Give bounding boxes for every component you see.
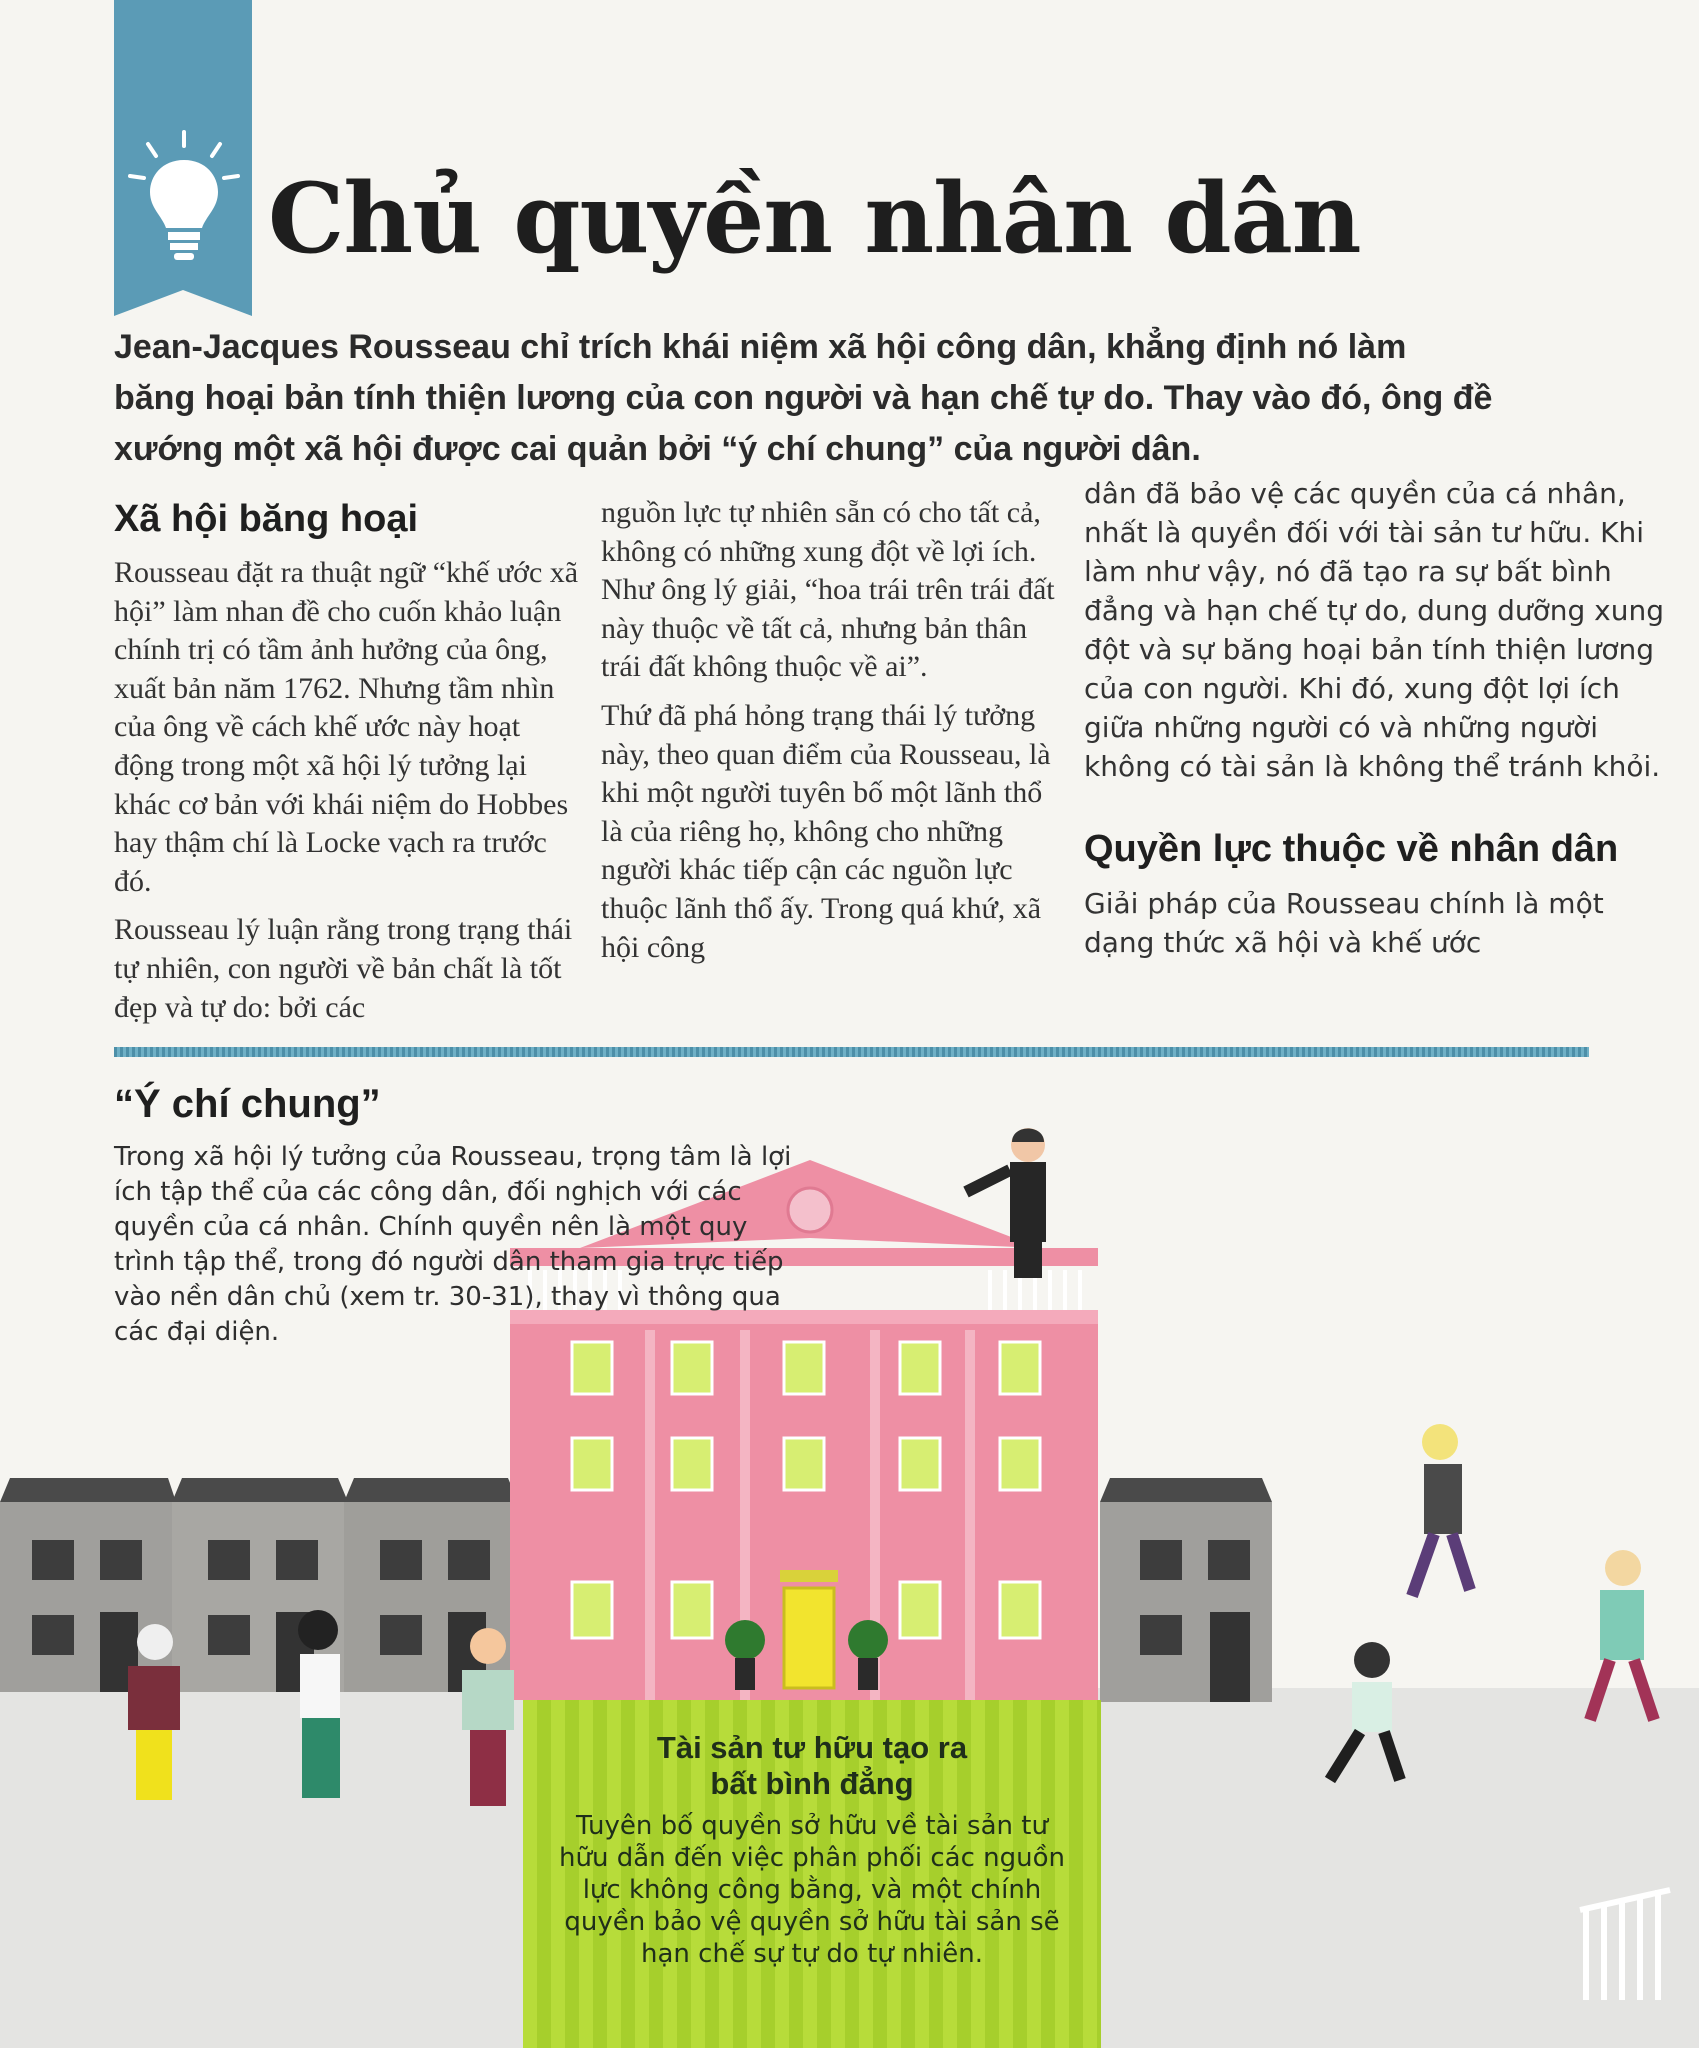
section-divider: [114, 1047, 1589, 1057]
section-heading-power-to-people: Quyền lực thuộc về nhân dân: [1084, 828, 1619, 870]
person-right-walking: [1412, 1424, 1470, 1596]
column-3-paragraph-2: Giải pháp của Rousseau chính là một dạng thức xã hội và khế ước: [1084, 887, 1604, 959]
caption-text: Tuyên bố quyền sở hữu về tài sản tư hữu dẫn đến việc phân phối các nguồn lực không công bằng, và một chính quyền bảo vệ quyền sở hữu tài sản sẽ hạn chế sự tự do tự nhiên.: [559, 1811, 1065, 1969]
intro-paragraph: Jean-Jacques Rousseau chỉ trích khái niệm xã hội công dân, khẳng định nó làm băng hoại bản tính thiện lương của con người và hạn chế tự do. Thay vào đó, ông đề xướng một xã hội được cai quản bởi “ý chí chung” của người dân.: [114, 328, 1493, 468]
column-2-paragraph-1: nguồn lực tự nhiên sẵn có cho tất cả, không có những xung đột về lợi ích. Như ông lý giải, “hoa trái trên trái đất này thuộc về tất cả, nhưng bản thân trái đất không thuộc về ai”.: [601, 496, 1055, 684]
left-houses: [0, 1478, 518, 1692]
column-3-paragraph-1: dân đã bảo vệ các quyền của cá nhân, nhất là quyền đối với tài sản tư hữu. Khi làm như vậy, nó đã tạo ra sự bất bình đẳng và hạn chế tự do, dung dưỡng xung đột và sự băng hoại bản tính thiện lương của con người. Khi đó, xung đột lợi ích giữa những người có và những người không có tài sản là không thể tránh khỏi.: [1084, 477, 1664, 783]
section-heading-corrupt-society: Xã hội băng hoại: [114, 498, 419, 540]
right-house: [1100, 1478, 1272, 1702]
column-1-paragraph-2: Rousseau lý luận rằng trong trạng thái tự nhiên, con người về bản chất là tốt đẹp và tự do: bởi các: [114, 913, 573, 1024]
general-will-text: Trong xã hội lý tưởng của Rousseau, trọng tâm là lợi ích tập thể của các công dân, đối nghịch với các quyền của cá nhân. Chính quyền nên là một quy trình tập thể, trong đó người dân tham gia trực tiếp vào nền dân chủ (xem tr. 30-31), thay vì thông qua các đại diện.: [114, 1142, 792, 1347]
column-2-paragraph-2: Thứ đã phá hỏng trạng thái lý tưởng này, theo quan điểm của Rousseau, là khi một người tuyên bố một lãnh thổ là của riêng họ, không cho những người khác tiếp cận các nguồn lực thuộc lãnh thổ ấy. Trong quá khứ, xã hội công: [601, 698, 1051, 964]
private-property-caption: [523, 1700, 1101, 2048]
caption-title: Tài sản tư hữu tạo ra bất bình đẳng: [656, 1730, 968, 1801]
column-2: [601, 494, 1071, 977]
general-will-title: “Ý chí chung”: [114, 1082, 381, 1126]
lightbulb-icon: [126, 130, 242, 270]
person-left-2: [298, 1610, 340, 1798]
column-3: [1084, 474, 1664, 962]
page-title: Chủ quyền nhân dân: [268, 162, 1361, 275]
column-1-paragraph-1: Rousseau đặt ra thuật ngữ “khế ước xã hội” làm nhan đề cho cuốn khảo luận chính trị có tầm ảnh hưởng của ông, xuất bản năm 1762. Nhưng tầm nhìn của ông về cách khế ước này hoạt động trong một xã hội lý tưởng lại khác cơ bản với khái niệm do Hobbes hay thậm chí là Locke vạch ra trước đó.: [114, 556, 579, 898]
column-1: [114, 496, 584, 1037]
house: [0, 1478, 176, 1692]
